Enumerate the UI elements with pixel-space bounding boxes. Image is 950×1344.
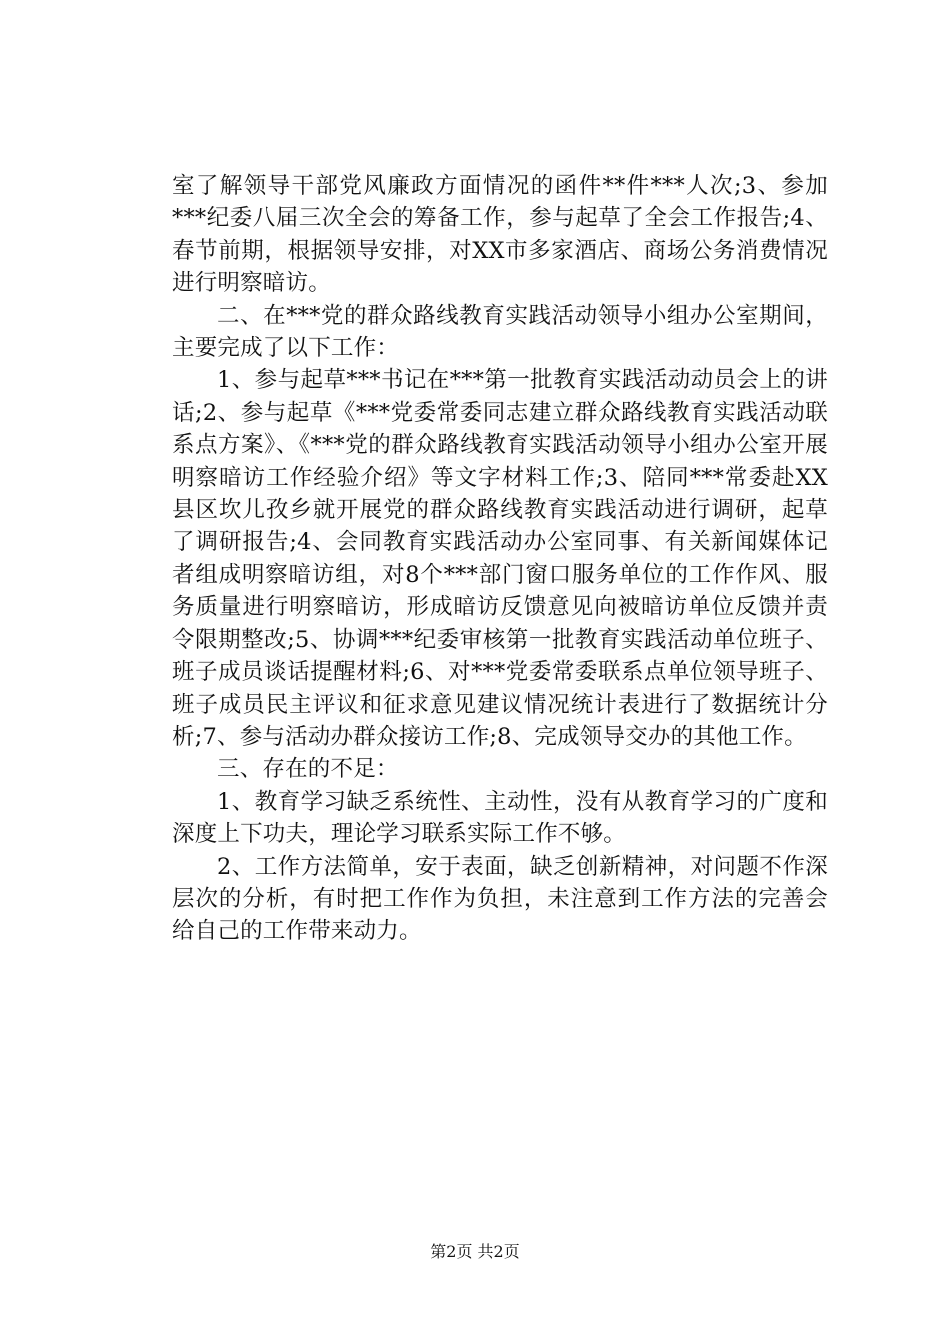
- paragraph-6: 2、工作方法简单，安于表面，缺乏创新精神，对问题不作深层次的分析，有时把工作作为负担，未注意到工作方法的完善会给自己的工作带来动力。: [172, 853, 828, 945]
- document-body: [172, 170, 828, 948]
- paragraph-1: 室了解领导干部党风廉政方面情况的函件**件***人次;3、参加***纪委八届三次全会的筹备工作，参与起草了全会工作报告;4、春节前期，根据领导安排，对XX市多家酒店、商场公务消费情况进行明察暗访。: [172, 173, 828, 297]
- paragraph-3: 1、参与起草***书记在***第一批教育实践活动动员会上的讲话;2、参与起草《***党委常委同志建立群众路线教育实践活动联系点方案》、《***党的群众路线教育实践活动领导小组办公室开展明察暗访工作经验介绍》等文字材料工作;3、陪同***常委赴XX县区坎儿孜乡就开展党的群众路线教育实践活动进行调研，起草了调研报告;4、会同教育实践活动办公室同事、有关新闻媒体记者组成明察暗访组，对8个***部门窗口服务单位的工作作风、服务质量进行明察暗访，形成暗访反馈意见向被暗访单位反馈并责令限期整改;5、协调***纪委审核第一批教育实践活动单位班子、班子成员谈话提醒材料;6、对***党委常委联系点单位领导班子、班子成员民主评议和征求意见建议情况统计表进行了数据统计分析;7、参与活动办群众接访工作;8、完成领导交办的其他工作。: [172, 367, 828, 750]
- paragraph-4: 三、存在的不足：: [217, 756, 399, 783]
- page-footer: 第2页 共2页: [430, 1242, 520, 1261]
- paragraph-5: 1、教育学习缺乏系统性、主动性，没有从教育学习的广度和深度上下功夫，理论学习联系实际工作不够。: [172, 788, 828, 848]
- paragraph-2: 二、在***党的群众路线教育实践活动领导小组办公室期间，主要完成了以下工作：: [172, 302, 828, 362]
